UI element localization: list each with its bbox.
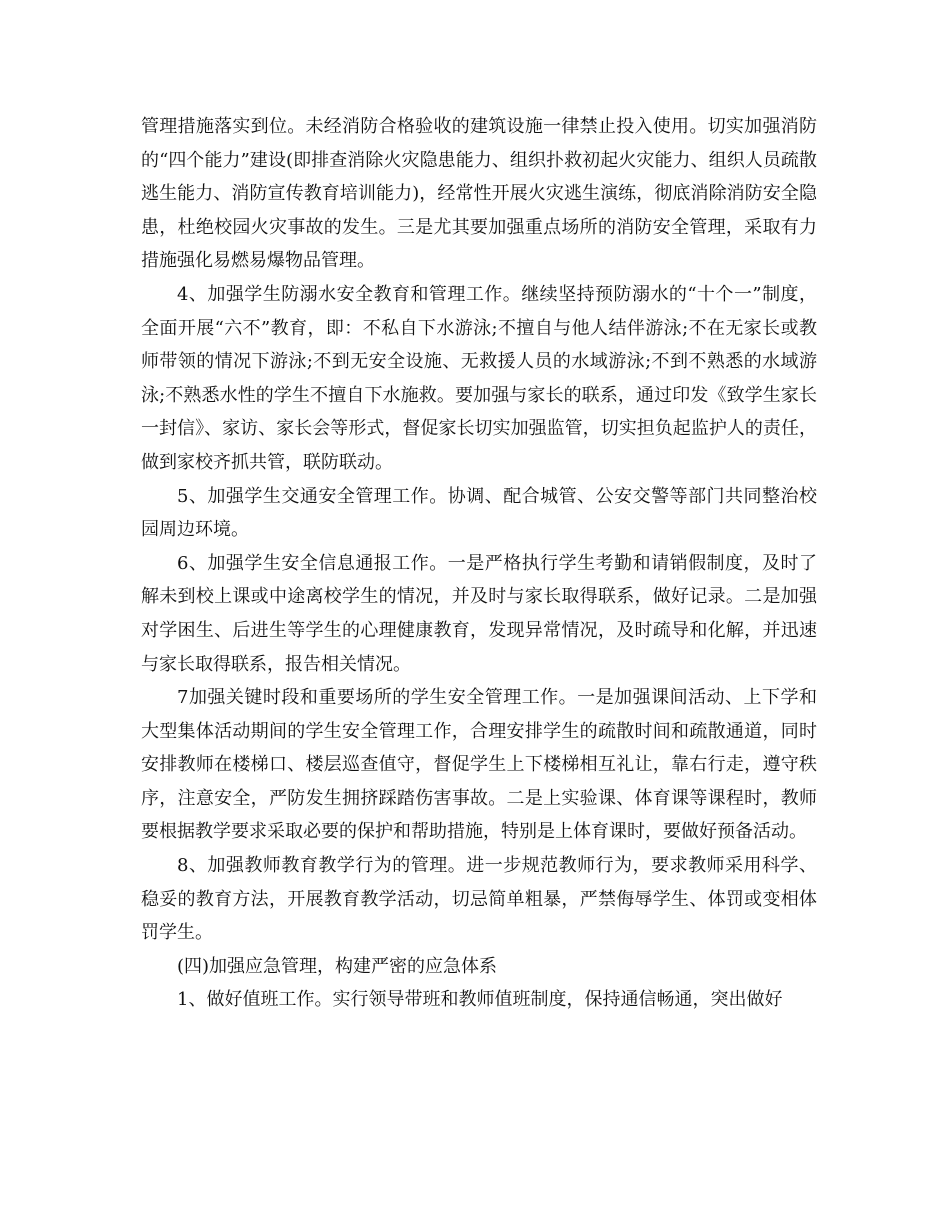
section-heading-emergency-management: (四)加强应急管理，构建严密的应急体系 [177,955,498,977]
paragraph-key-periods-safety: 7加强关键时段和重要场所的学生安全管理工作。一是加强课间活动、上下学和大型集体活动期间的学生安全管理工作，合理安排学生的疏散时间和疏散通道，同时安排教师在楼梯口、楼层巡查值守，督促学生上下楼梯相互礼让，靠右行走，遵守秩序，注意安全，严防发生拥挤踩踏伤害事故。二是上实验课、体育课等课程时，教师要根据教学要求采取必要的保护和帮助措施，特别是上体育课时，要做好预备活动。 [141,687,817,843]
paragraph-traffic-safety: 5、加强学生交通安全管理工作。协调、配合城管、公安交警等部门共同整治校园周边环境。 [141,485,817,541]
paragraph-duty-work: 1、做好值班工作。实行领导带班和教师值班制度，保持通信畅通，突出做好 [177,989,783,1011]
paragraph-fire-safety-continued: 管理措施落实到位。未经消防合格验收的建筑设施一律禁止投入使用。切实加强消防的“四个能力”建设(即排查消除火灾隐患能力、组织扑救初起火灾能力、组织人员疏散逃生能力、消防宣传教育培训能力)，经常性开展火灾逃生演练，彻底消除消防安全隐患，杜绝校园火灾事故的发生。三是尤其要加强重点场所的消防安全管理，采取有力措施强化易燃易爆物品管理。 [141,116,817,272]
paragraph-safety-information: 6、加强学生安全信息通报工作。一是严格执行学生考勤和请销假制度，及时了解未到校上课或中途离校学生的情况，并及时与家长取得联系，做好记录。二是加强对学困生、后进生等学生的心理健康教育，发现异常情况，及时疏导和化解，并迅速与家长取得联系，报告相关情况。 [141,552,817,675]
document-body [141,110,817,1017]
paragraph-teacher-conduct: 8、加强教师教育教学行为的管理。进一步规范教师行为，要求教师采用科学、稳妥的教育方法，开展教育教学活动，切忌简单粗暴，严禁侮辱学生、体罚或变相体罚学生。 [141,855,817,944]
paragraph-drowning-prevention: 4、加强学生防溺水安全教育和管理工作。继续坚持预防溺水的“十个一”制度，全面开展“六不”教育，即：不私自下水游泳;不擅自与他人结伴游泳;不在无家长或教师带领的情况下游泳;不到无安全设施、无救援人员的水域游泳;不到不熟悉的水域游泳;不熟悉水性的学生不擅自下水施救。要加强与家长的联系，通过印发《致学生家长一封信》、家访、家长会等形式，督促家长切实加强监管，切实担负起监护人的责任，做到家校齐抓共管，联防联动。 [141,283,817,473]
